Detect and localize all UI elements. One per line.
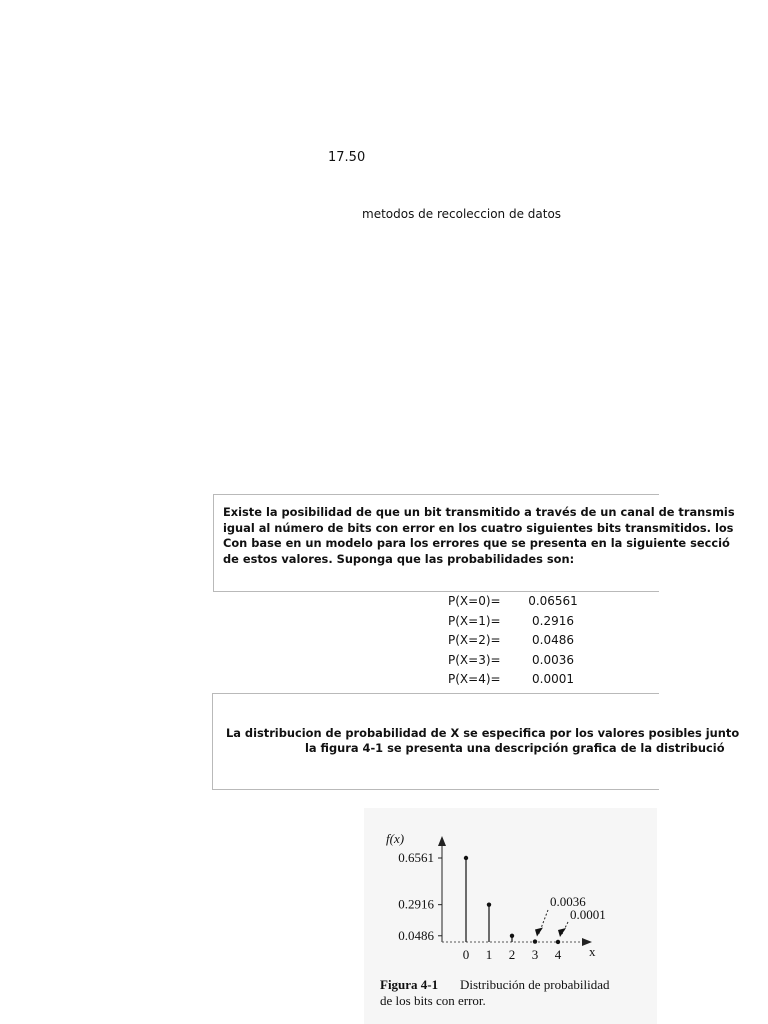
distribution-line: La distribucion de probabilidad de X se especifica por los valores posibles junto bbox=[226, 726, 740, 740]
annotation-arrow bbox=[558, 928, 566, 937]
intro-text-box bbox=[213, 494, 735, 592]
intro-line: Existe la posibilidad de que un bit transmitido a través de un canal de transmis bbox=[223, 505, 735, 519]
figure-caption-text: Distribución de probabilidad bbox=[460, 977, 610, 992]
y-tick-label: 0.6561 bbox=[398, 850, 434, 865]
figure-caption-label: Figura 4-1 bbox=[380, 977, 439, 992]
probability-label: P(X=4)= bbox=[448, 672, 501, 686]
x-tick-label: 2 bbox=[508, 947, 516, 962]
x-tick-label: 3 bbox=[531, 947, 539, 962]
section-subtitle: metodos de recoleccion de datos bbox=[362, 207, 562, 221]
y-tick-label: 0.2916 bbox=[398, 896, 434, 912]
probability-value: 0.2916 bbox=[532, 613, 574, 628]
x-axis-label: x bbox=[589, 944, 596, 959]
annotation-arrow bbox=[535, 928, 543, 937]
intro-line: Con base en un modelo para los errores que se presenta en la siguiente secció bbox=[223, 536, 730, 550]
intro-paragraph bbox=[223, 505, 735, 567]
annotation-label: 0.0036 bbox=[550, 894, 586, 909]
probability-chart bbox=[364, 808, 657, 1024]
probability-value: 0.0001 bbox=[532, 672, 574, 686]
x-tick-label: 4 bbox=[554, 947, 562, 962]
x-tick-label: 0 bbox=[462, 947, 470, 962]
y-axis-arrow bbox=[438, 836, 446, 846]
figure-caption-text-2: de los bits con error. bbox=[380, 993, 486, 1008]
bar-point bbox=[487, 902, 491, 906]
probability-label: P(X=2)= bbox=[448, 633, 501, 647]
probability-label: P(X=1)= bbox=[448, 613, 501, 628]
problem-number: 17.50 bbox=[328, 150, 366, 165]
bar-point bbox=[464, 856, 468, 860]
probability-label: P(X=3)= bbox=[448, 652, 501, 667]
x-tick-label: 1 bbox=[485, 947, 493, 962]
intro-line: igual al número de bits con error en los cuatro siguientes bits transmitidos. los bbox=[223, 520, 734, 535]
bar-point bbox=[556, 940, 560, 944]
figure-4-1 bbox=[364, 808, 657, 1024]
y-tick-label: 0.0486 bbox=[398, 927, 434, 943]
bar-point bbox=[510, 934, 514, 938]
annotation-label: 0.0001 bbox=[570, 907, 606, 922]
y-axis-label: f(x) bbox=[386, 831, 405, 846]
probability-value: 0.0486 bbox=[532, 633, 574, 647]
bar-point bbox=[533, 939, 537, 943]
distribution-line: la figura 4-1 se presenta una descripción grafica de la distribució bbox=[305, 741, 725, 755]
distribution-text-box bbox=[212, 693, 740, 790]
intro-line: de estos valores. Suponga que las probabilidades son: bbox=[223, 551, 575, 566]
probability-value: 0.06561 bbox=[528, 594, 578, 608]
probability-value: 0.0036 bbox=[532, 652, 574, 667]
probability-label: P(X=0)= bbox=[448, 594, 501, 608]
